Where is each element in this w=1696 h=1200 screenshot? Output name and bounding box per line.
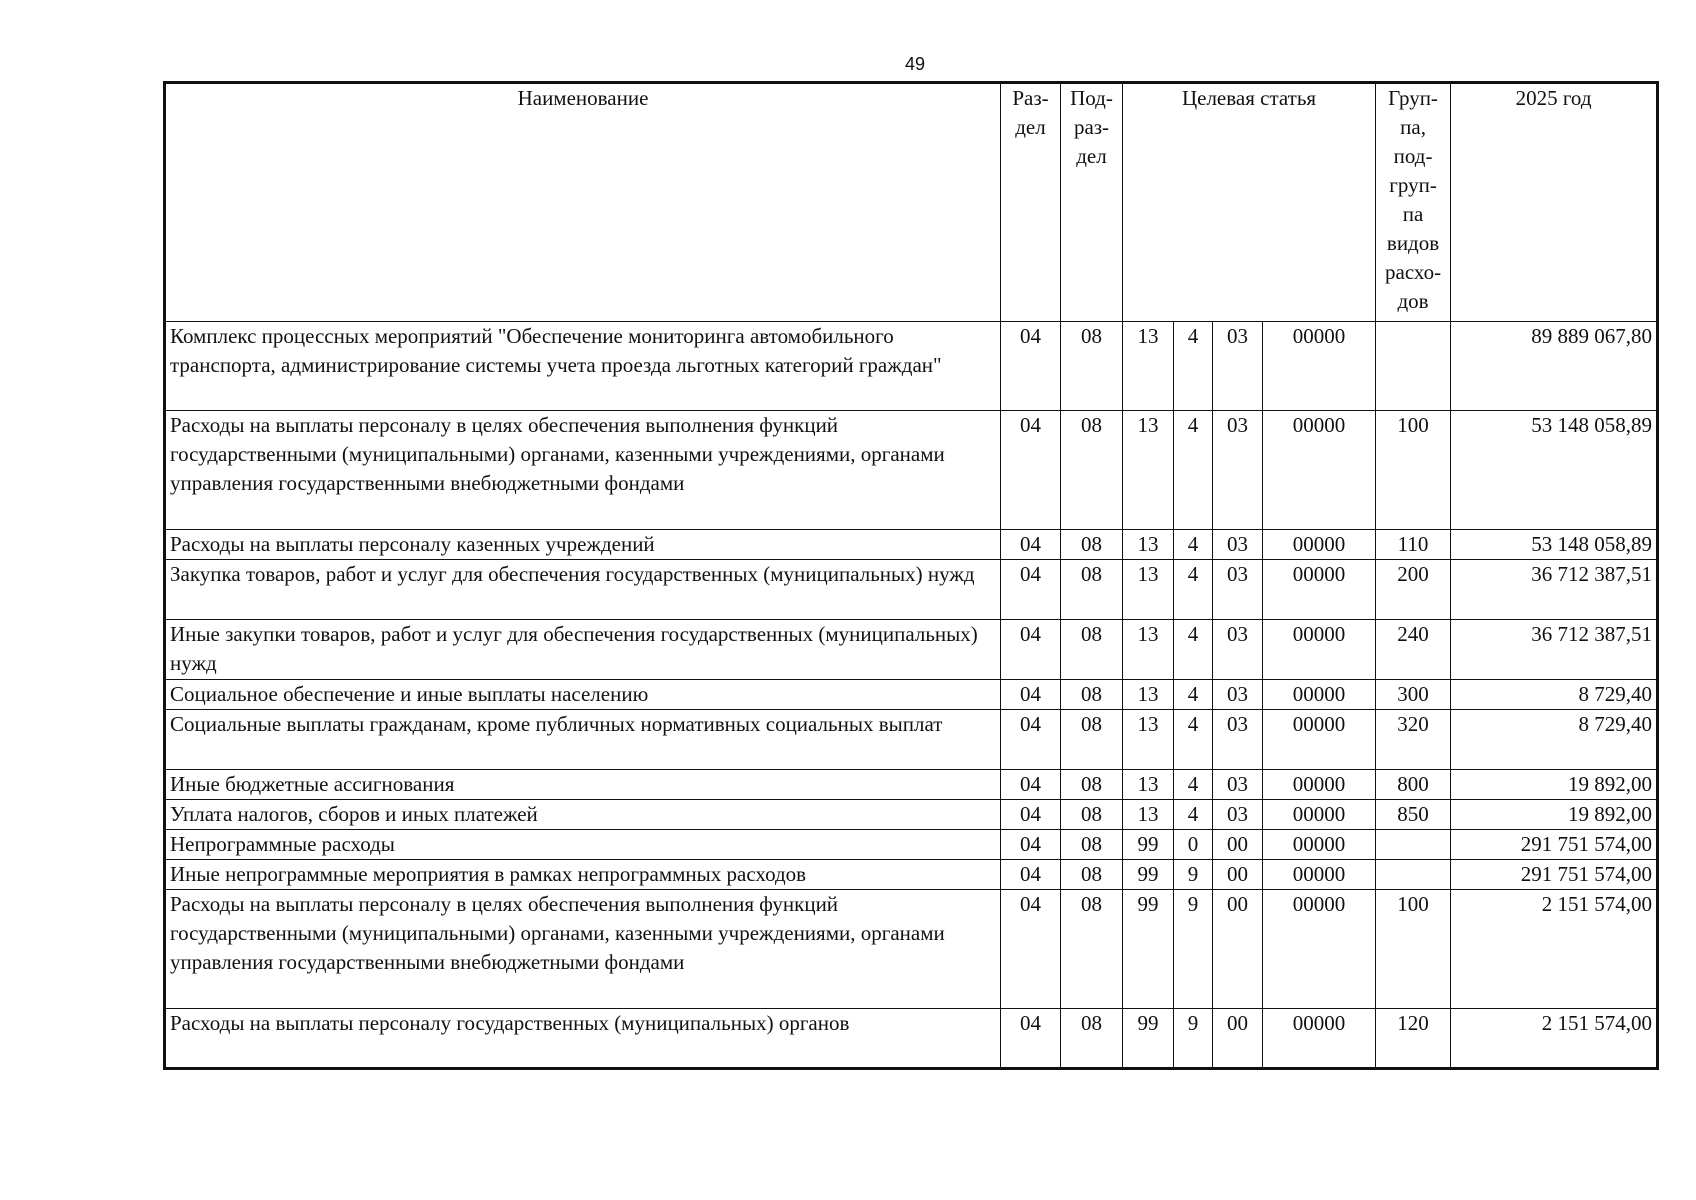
row-amount: 291 751 574,00 bbox=[1451, 860, 1658, 890]
row-expense-group: 850 bbox=[1376, 800, 1451, 830]
row-name: Расходы на выплаты персоналу в целях обеспечения выполнения функций государственными (муниципальными) органами, казенными учреждениями, органами управления государственными внебюджетными фондами bbox=[165, 890, 1001, 1009]
row-target-event: 00 bbox=[1213, 1009, 1263, 1069]
row-expense-group: 240 bbox=[1376, 620, 1451, 680]
row-target-direction: 00000 bbox=[1263, 620, 1376, 680]
row-razdel: 04 bbox=[1001, 1009, 1061, 1069]
row-target-event: 00 bbox=[1213, 830, 1263, 860]
row-target-program: 13 bbox=[1123, 560, 1174, 620]
row-razdel: 04 bbox=[1001, 620, 1061, 680]
header-word: под- bbox=[1393, 144, 1433, 168]
header-word: дел bbox=[1076, 144, 1107, 168]
row-target-program: 99 bbox=[1123, 830, 1174, 860]
row-razdel: 04 bbox=[1001, 560, 1061, 620]
row-target-type: 4 bbox=[1174, 770, 1213, 800]
row-target-direction: 00000 bbox=[1263, 680, 1376, 710]
table-row bbox=[165, 680, 1658, 710]
row-target-direction: 00000 bbox=[1263, 560, 1376, 620]
row-razdel: 04 bbox=[1001, 860, 1061, 890]
row-target-event: 03 bbox=[1213, 322, 1263, 411]
header-word: дел bbox=[1015, 115, 1046, 139]
header-word: дов bbox=[1397, 289, 1429, 313]
header-word: Груп- bbox=[1388, 86, 1438, 110]
row-target-event: 03 bbox=[1213, 560, 1263, 620]
table-row bbox=[165, 530, 1658, 560]
table-row bbox=[165, 890, 1658, 1009]
row-target-type: 9 bbox=[1174, 1009, 1213, 1069]
row-podrazdel: 08 bbox=[1061, 322, 1123, 411]
row-target-program: 13 bbox=[1123, 620, 1174, 680]
row-target-type: 4 bbox=[1174, 620, 1213, 680]
row-target-program: 13 bbox=[1123, 770, 1174, 800]
table-row bbox=[165, 800, 1658, 830]
row-target-type: 4 bbox=[1174, 710, 1213, 770]
header-word: па bbox=[1402, 202, 1424, 226]
row-podrazdel: 08 bbox=[1061, 680, 1123, 710]
row-amount: 8 729,40 bbox=[1451, 710, 1658, 770]
header-word: раз- bbox=[1073, 115, 1110, 139]
row-podrazdel: 08 bbox=[1061, 800, 1123, 830]
row-target-direction: 00000 bbox=[1263, 770, 1376, 800]
table-body bbox=[165, 322, 1658, 1069]
row-name: Социальное обеспечение и иные выплаты населению bbox=[165, 680, 1001, 710]
row-amount: 19 892,00 bbox=[1451, 770, 1658, 800]
row-target-type: 9 bbox=[1174, 860, 1213, 890]
row-target-event: 03 bbox=[1213, 800, 1263, 830]
row-name: Уплата налогов, сборов и иных платежей bbox=[165, 800, 1001, 830]
row-amount: 2 151 574,00 bbox=[1451, 890, 1658, 1009]
row-name: Закупка товаров, работ и услуг для обеспечения государственных (муниципальных) нужд bbox=[165, 560, 1001, 620]
row-target-program: 13 bbox=[1123, 710, 1174, 770]
row-target-type: 4 bbox=[1174, 411, 1213, 530]
row-podrazdel: 08 bbox=[1061, 411, 1123, 530]
row-target-event: 03 bbox=[1213, 530, 1263, 560]
header-razdel bbox=[1001, 83, 1061, 322]
page-number: 49 bbox=[904, 54, 926, 74]
header-target: Целевая статья bbox=[1123, 83, 1376, 322]
row-expense-group: 300 bbox=[1376, 680, 1451, 710]
row-name: Социальные выплаты гражданам, кроме публичных нормативных социальных выплат bbox=[165, 710, 1001, 770]
header-group bbox=[1376, 83, 1451, 322]
row-expense-group: 100 bbox=[1376, 411, 1451, 530]
row-podrazdel: 08 bbox=[1061, 560, 1123, 620]
row-amount: 53 148 058,89 bbox=[1451, 411, 1658, 530]
row-target-program: 99 bbox=[1123, 860, 1174, 890]
row-razdel: 04 bbox=[1001, 680, 1061, 710]
table-row bbox=[165, 322, 1658, 411]
row-name: Иные непрограммные мероприятия в рамках непрограммных расходов bbox=[165, 860, 1001, 890]
row-amount: 53 148 058,89 bbox=[1451, 530, 1658, 560]
row-target-type: 9 bbox=[1174, 890, 1213, 1009]
row-podrazdel: 08 bbox=[1061, 620, 1123, 680]
row-target-direction: 00000 bbox=[1263, 800, 1376, 830]
row-target-direction: 00000 bbox=[1263, 890, 1376, 1009]
row-target-event: 03 bbox=[1213, 680, 1263, 710]
row-expense-group: 120 bbox=[1376, 1009, 1451, 1069]
table-row bbox=[165, 560, 1658, 620]
row-target-program: 13 bbox=[1123, 800, 1174, 830]
row-expense-group: 110 bbox=[1376, 530, 1451, 560]
header-word: Раз- bbox=[1012, 86, 1049, 110]
row-target-type: 0 bbox=[1174, 830, 1213, 860]
row-name: Расходы на выплаты персоналу государственных (муниципальных) органов bbox=[165, 1009, 1001, 1069]
header-word: расхо- bbox=[1385, 260, 1442, 284]
row-target-program: 13 bbox=[1123, 530, 1174, 560]
row-target-direction: 00000 bbox=[1263, 710, 1376, 770]
row-target-type: 4 bbox=[1174, 800, 1213, 830]
row-target-direction: 00000 bbox=[1263, 530, 1376, 560]
row-target-direction: 00000 bbox=[1263, 322, 1376, 411]
row-podrazdel: 08 bbox=[1061, 530, 1123, 560]
row-expense-group: 320 bbox=[1376, 710, 1451, 770]
row-amount: 36 712 387,51 bbox=[1451, 560, 1658, 620]
row-target-direction: 00000 bbox=[1263, 1009, 1376, 1069]
row-amount: 8 729,40 bbox=[1451, 680, 1658, 710]
row-name: Иные бюджетные ассигнования bbox=[165, 770, 1001, 800]
row-target-event: 03 bbox=[1213, 770, 1263, 800]
row-razdel: 04 bbox=[1001, 830, 1061, 860]
row-podrazdel: 08 bbox=[1061, 890, 1123, 1009]
header-word: груп- bbox=[1389, 173, 1437, 197]
row-expense-group: 200 bbox=[1376, 560, 1451, 620]
row-amount: 291 751 574,00 bbox=[1451, 830, 1658, 860]
row-target-type: 4 bbox=[1174, 560, 1213, 620]
table-row bbox=[165, 860, 1658, 890]
table-row bbox=[165, 411, 1658, 530]
row-razdel: 04 bbox=[1001, 710, 1061, 770]
row-target-program: 13 bbox=[1123, 322, 1174, 411]
table-row bbox=[165, 620, 1658, 680]
row-podrazdel: 08 bbox=[1061, 1009, 1123, 1069]
row-target-direction: 00000 bbox=[1263, 411, 1376, 530]
row-name: Непрограммные расходы bbox=[165, 830, 1001, 860]
row-podrazdel: 08 bbox=[1061, 830, 1123, 860]
row-target-type: 4 bbox=[1174, 530, 1213, 560]
table-row bbox=[165, 710, 1658, 770]
row-target-event: 00 bbox=[1213, 890, 1263, 1009]
header-word: видов bbox=[1386, 231, 1440, 255]
row-expense-group bbox=[1376, 860, 1451, 890]
row-target-event: 00 bbox=[1213, 860, 1263, 890]
row-target-direction: 00000 bbox=[1263, 860, 1376, 890]
row-razdel: 04 bbox=[1001, 800, 1061, 830]
row-razdel: 04 bbox=[1001, 411, 1061, 530]
header-name: Наименование bbox=[165, 83, 1001, 322]
row-amount: 19 892,00 bbox=[1451, 800, 1658, 830]
header-word: Под- bbox=[1070, 86, 1113, 110]
header-word: па, bbox=[1400, 115, 1426, 139]
row-podrazdel: 08 bbox=[1061, 770, 1123, 800]
row-razdel: 04 bbox=[1001, 890, 1061, 1009]
row-amount: 2 151 574,00 bbox=[1451, 1009, 1658, 1069]
row-expense-group: 100 bbox=[1376, 890, 1451, 1009]
budget-table bbox=[163, 81, 1659, 1070]
row-target-event: 03 bbox=[1213, 620, 1263, 680]
row-target-program: 13 bbox=[1123, 680, 1174, 710]
row-amount: 36 712 387,51 bbox=[1451, 620, 1658, 680]
row-razdel: 04 bbox=[1001, 530, 1061, 560]
row-razdel: 04 bbox=[1001, 770, 1061, 800]
row-expense-group bbox=[1376, 322, 1451, 411]
row-name: Расходы на выплаты персоналу в целях обеспечения выполнения функций государственными (муниципальными) органами, казенными учреждениями, органами управления государственными внебюджетными фондами bbox=[165, 411, 1001, 530]
table-row bbox=[165, 770, 1658, 800]
row-target-event: 03 bbox=[1213, 411, 1263, 530]
row-target-program: 99 bbox=[1123, 890, 1174, 1009]
row-target-type: 4 bbox=[1174, 680, 1213, 710]
row-podrazdel: 08 bbox=[1061, 710, 1123, 770]
row-name: Иные закупки товаров, работ и услуг для обеспечения государственных (муниципальных) нужд bbox=[165, 620, 1001, 680]
row-name: Расходы на выплаты персоналу казенных учреждений bbox=[165, 530, 1001, 560]
header-row bbox=[165, 83, 1658, 322]
row-target-program: 13 bbox=[1123, 411, 1174, 530]
row-target-event: 03 bbox=[1213, 710, 1263, 770]
row-target-direction: 00000 bbox=[1263, 830, 1376, 860]
row-razdel: 04 bbox=[1001, 322, 1061, 411]
row-amount: 89 889 067,80 bbox=[1451, 322, 1658, 411]
row-expense-group: 800 bbox=[1376, 770, 1451, 800]
header-podrazdel bbox=[1061, 83, 1123, 322]
table-row bbox=[165, 1009, 1658, 1069]
row-name: Комплекс процессных мероприятий "Обеспечение мониторинга автомобильного транспорта, администрирование системы учета проезда льготных категорий граждан" bbox=[165, 322, 1001, 411]
row-target-type: 4 bbox=[1174, 322, 1213, 411]
header-year: 2025 год bbox=[1451, 83, 1658, 322]
table-row bbox=[165, 830, 1658, 860]
row-expense-group bbox=[1376, 830, 1451, 860]
row-target-program: 99 bbox=[1123, 1009, 1174, 1069]
row-podrazdel: 08 bbox=[1061, 860, 1123, 890]
